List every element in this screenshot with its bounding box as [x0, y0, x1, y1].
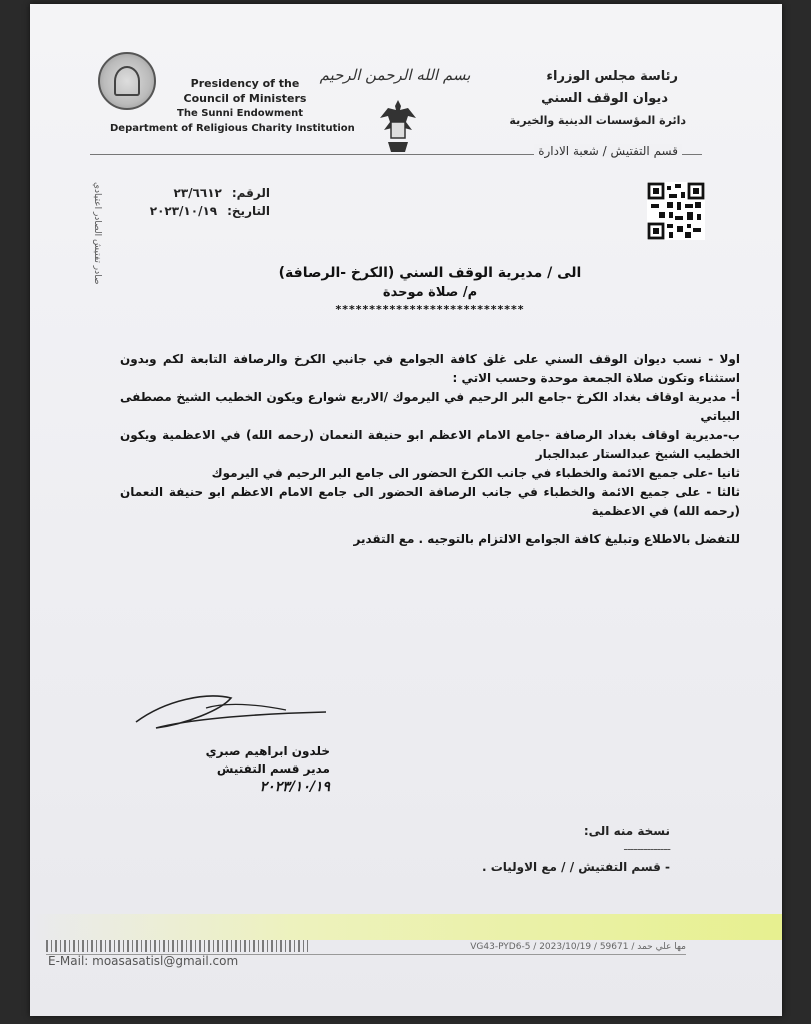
basmala-calligraphy: بسم الله الرحمن الرحيم	[319, 66, 471, 84]
reference-number-value: ٢٣/٦٦١٢	[173, 186, 222, 200]
copies-block	[460, 822, 670, 876]
reference-date-value: ٢٠٢٣/١٠/١٩	[149, 204, 218, 218]
signatory-date: ٢٠٢٣/١٠/١٩	[259, 779, 330, 795]
body-paragraph: اولا - نسب ديوان الوقف السني على غلق كافة الجوامع في جانبي الكرخ والرصافة التابعة لكم وبدون استثناء وتكون صلاة الجمعة موحدة وحسب الاتي :	[120, 352, 740, 385]
letterhead-line: ديوان الوقف السني	[541, 91, 668, 106]
document-page	[30, 4, 782, 1016]
footer-code: VG43-PYD6-5 / 2023/10/19 / مها علي حمد / 59671	[470, 942, 686, 952]
letterhead-line: Council of Ministers	[183, 92, 307, 105]
highlighter-mark	[30, 914, 782, 940]
signatory-block	[170, 742, 330, 796]
reference-block	[120, 184, 270, 220]
letterhead-line: The Sunni Endowment	[177, 108, 303, 119]
handwritten-signature	[126, 690, 336, 750]
copies-dash: --------------	[623, 842, 670, 856]
english-letterhead	[110, 76, 355, 136]
letterhead-line: دائرة المؤسسات الدينية والخيرية	[509, 114, 686, 127]
reference-number-label: الرقم:	[231, 186, 270, 200]
signatory-name: خلدون ابراهيم صبري	[205, 744, 330, 758]
copies-label: نسخة منه الى:	[583, 824, 670, 838]
addressee-line: الى / مديرية الوقف السني (الكرخ -الرصافة)	[278, 265, 582, 281]
letter-body	[120, 350, 740, 521]
footer-email: E-Mail: moasasatisl@gmail.com	[48, 954, 239, 968]
signatory-title: مدير قسم التفتيش	[216, 762, 330, 776]
closing-line: للتفضل بالاطلاع وتبليغ كافة الجوامع الالتزام بالتوجيه . مع التقدير	[353, 532, 740, 546]
section-label: قسم التفتيش / شعبة الادارة	[534, 144, 682, 158]
reference-number-row	[120, 184, 270, 202]
addressee-block	[180, 262, 680, 318]
reference-date-label: التاريخ:	[227, 204, 270, 218]
letterhead-line: رئاسة مجلس الوزراء	[546, 69, 678, 84]
body-paragraph: ثانيا -على جميع الائمة والخطباء في جانب الكرخ الحضور الى جامع البر الرحيم في اليرموك	[211, 466, 740, 480]
side-stamp-text: صادر تفتيش الصادر اعتيادي	[92, 182, 102, 285]
qr-code-icon	[647, 182, 705, 240]
copies-recipient: - قسم التفتيش / / مع الاوليات .	[481, 860, 670, 874]
body-paragraph: أ- مديرية اوقاف بغداد الكرخ -جامع البر الرحيم في اليرموك /الاربع شوارع ويكون الخطيب الشيخ مصطفى البياتي	[120, 390, 740, 423]
body-paragraph: ثالثا - على جميع الائمة والخطباء في جانب الرصافة الحضور الى جامع الامام الاعظم ابو حنيفة النعمان (رحمه الله) في الاعظمية	[120, 485, 740, 518]
body-paragraph: ب-مديرية اوقاف بغداد الرصافة -جامع الامام الاعظم ابو حنيفة النعمان (رحمه الله) في الاعظمية ويكون الخطيب الشيخ عبدالستار عبدالجبار	[120, 428, 740, 461]
eagle-emblem-icon	[378, 96, 418, 156]
letterhead-line: Presidency of the	[190, 77, 300, 90]
letterhead-line: Department of Religious Charity Institution	[110, 123, 355, 134]
arabic-letterhead	[456, 66, 686, 132]
reference-date-row	[120, 202, 270, 220]
footer-barcode	[46, 940, 308, 952]
stars-separator: ****************************	[335, 303, 525, 316]
subject-line: م/ صلاة موحدة	[382, 285, 478, 300]
